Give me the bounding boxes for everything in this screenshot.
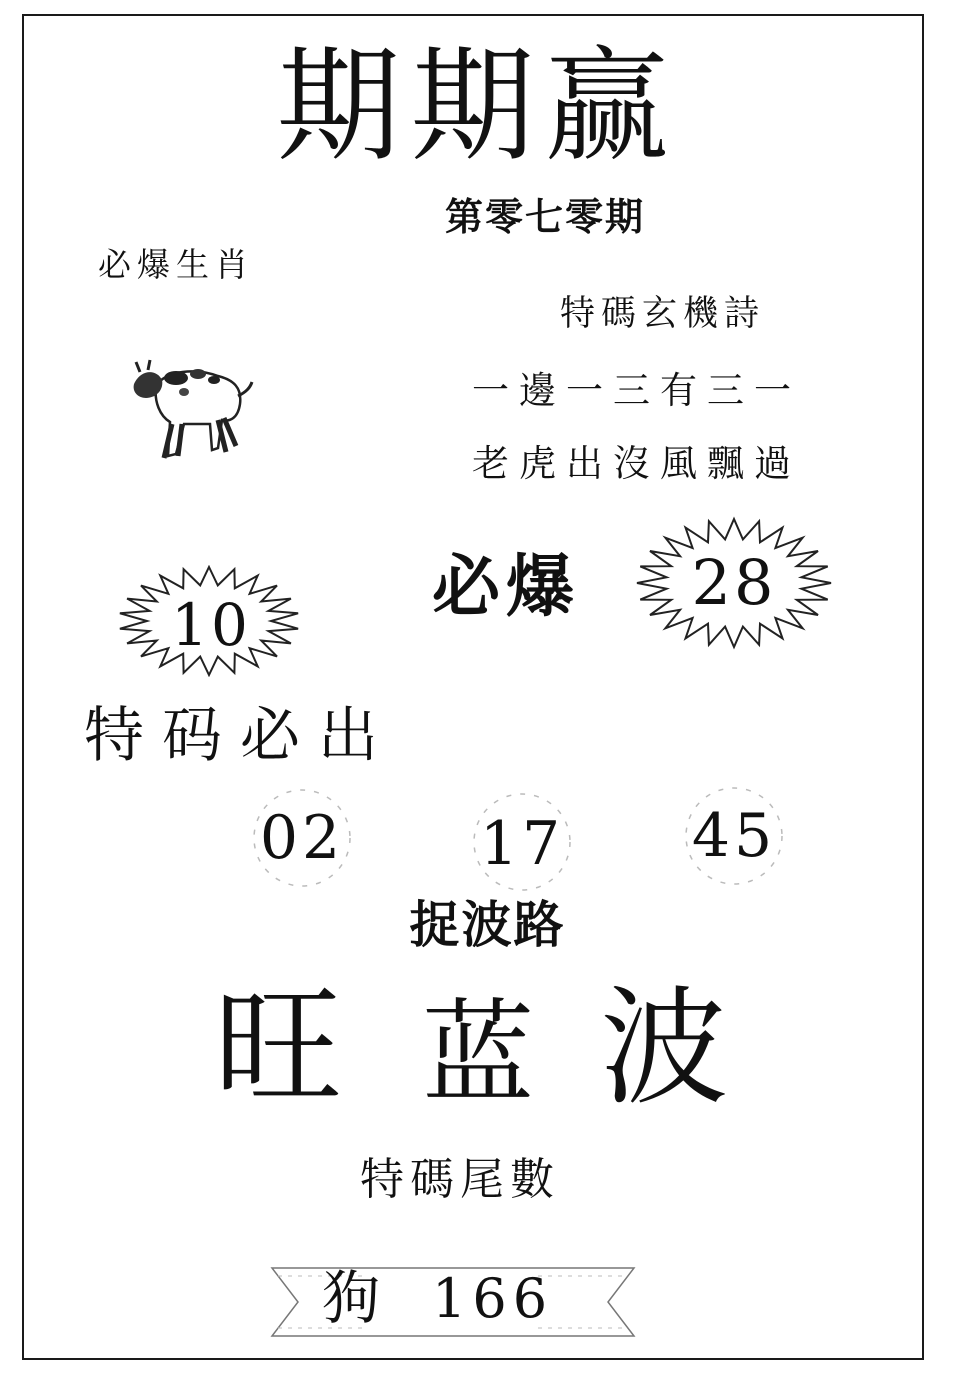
poem-label: 特碼玄機詩 xyxy=(560,294,766,334)
must-number-2: 17 xyxy=(479,809,565,879)
zodiac-label: 必爆生肖 xyxy=(98,245,254,284)
tail-animal: 狗 xyxy=(322,1264,381,1332)
poem-line-2: 老虎出沒風飄過 xyxy=(472,442,801,485)
must-number-1: 02 xyxy=(259,803,345,873)
burst-number-right: 28 xyxy=(691,546,777,619)
bibao-label: 必爆 xyxy=(432,548,581,627)
poem-line-1: 一邊一三有三一 xyxy=(472,369,801,412)
tail-number: 166 xyxy=(432,1267,554,1330)
tail-label: 特碼尾數 xyxy=(360,1154,560,1205)
wave-char-1: 旺 xyxy=(214,974,343,1123)
must-number-3: 45 xyxy=(691,801,777,871)
must-out-label: 特码必出 xyxy=(84,701,396,771)
burst-number-left: 10 xyxy=(171,591,251,659)
wave-char-2: 蓝 xyxy=(422,989,534,1119)
wave-char-3: 波 xyxy=(600,974,729,1123)
wave-label: 捉波路 xyxy=(409,896,566,954)
page-title: 期期赢 xyxy=(276,35,679,179)
issue-number: 第零七零期 xyxy=(444,194,645,239)
